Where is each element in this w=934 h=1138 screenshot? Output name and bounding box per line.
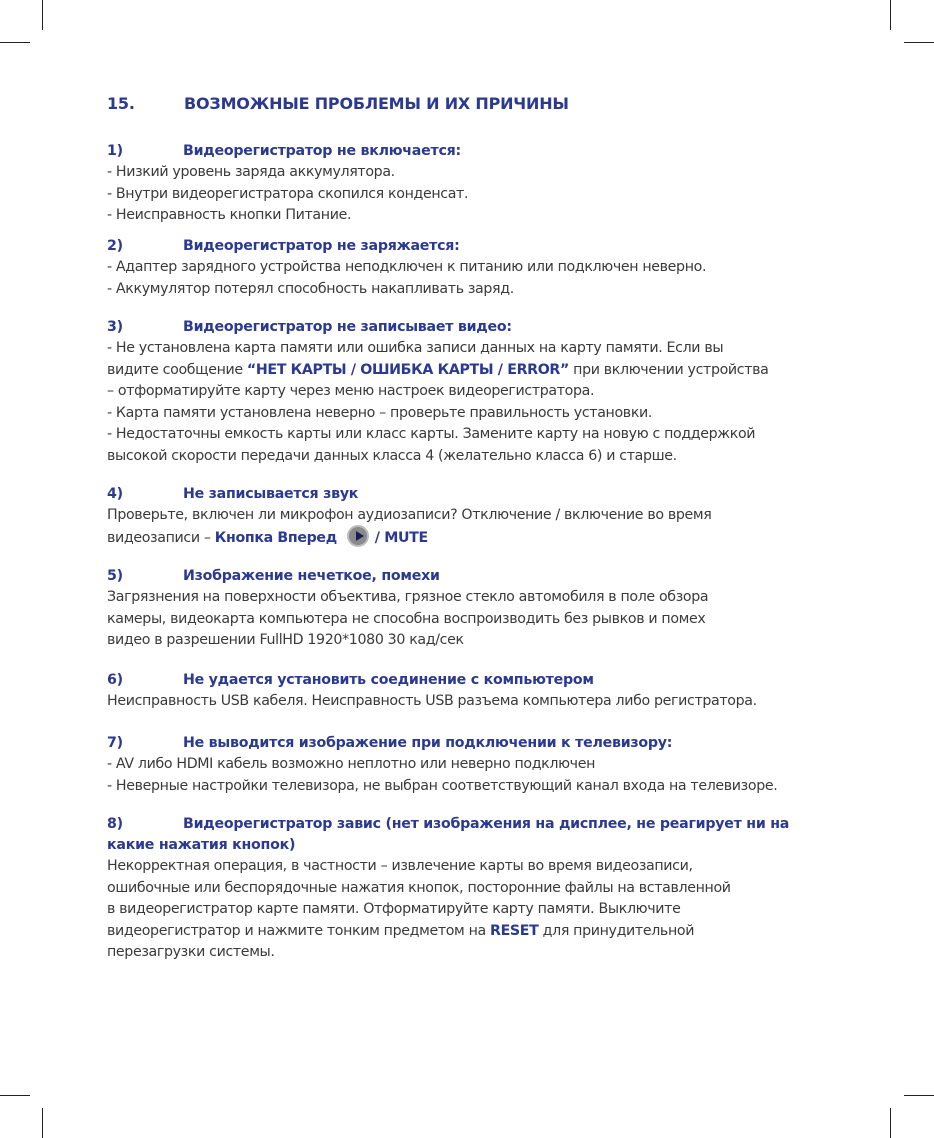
- text-line: Загрязнения на поверхности объектива, грязное стекло автомобиля в поле обзора: [107, 589, 709, 605]
- section-heading: 8) Видеорегистратор завис (нет изображения на дисплее, не реагирует ни на: [107, 816, 790, 832]
- crop-mark: [904, 1095, 934, 1096]
- text-line: видите сообщение “НЕТ КАРТЫ / ОШИБКА КАРТЫ / ERROR” при включении устройства: [107, 361, 769, 378]
- text-line: - Неверные настройки телевизора, не выбран соответствующий канал входа на телевизоре.: [107, 777, 778, 794]
- section-heading: 3) Видеорегистратор не записывает видео:: [107, 319, 512, 335]
- section-heading: 1) Видеорегистратор не включается:: [107, 143, 461, 159]
- crop-mark: [0, 42, 30, 43]
- text-line: в видеорегистратор карте памяти. Отформатируйте карту памяти. Выключите: [107, 901, 681, 917]
- text-line: камеры, видеокарта компьютера не способна воспроизводить без рывков и помех: [107, 610, 706, 627]
- crop-mark: [890, 0, 891, 30]
- section-heading-continued: какие нажатия кнопок): [107, 837, 296, 853]
- text-line: - Низкий уровень заряда аккумулятора.: [107, 164, 395, 180]
- text-line: ошибочные или беспорядочные нажатия кнопок, посторонние файлы на вставленной: [107, 879, 731, 896]
- crop-mark: [42, 1108, 43, 1138]
- text-line: - Недостаточны емкость карты или класс карты. Замените карту на новую с поддержкой: [107, 426, 756, 442]
- section-heading: 2) Видеорегистратор не заряжается:: [107, 238, 460, 254]
- text-line: – отформатируйте карту через меню настроек видеорегистратора.: [107, 383, 595, 399]
- section-heading: 4) Не записывается звук: [107, 486, 359, 502]
- title-text: ВОЗМОЖНЫЕ ПРОБЛЕМЫ И ИХ ПРИЧИНЫ: [184, 94, 569, 113]
- play-forward-icon: [347, 525, 369, 547]
- mute-label: / MUTE: [374, 529, 428, 546]
- forward-button-label: Кнопка Вперед: [214, 529, 337, 546]
- section-heading: 7) Не выводится изображение при подключении к телевизору:: [107, 735, 673, 751]
- section-7: [107, 733, 867, 797]
- text-line: - Не установлена карта памяти или ошибка записи данных на карту памяти. Если вы: [107, 340, 724, 356]
- text-line: Некорректная операция, в частности – извлечение карты во время видеозаписи,: [107, 858, 693, 874]
- text-line: - AV либо HDMI кабель возможно неплотно или неверно подключен: [107, 756, 596, 772]
- error-message: “НЕТ КАРТЫ / ОШИБКА КАРТЫ / ERROR”: [246, 361, 569, 378]
- section-8: [107, 814, 867, 964]
- section-1: [107, 141, 867, 227]
- crop-mark: [890, 1108, 891, 1138]
- section-heading: 6) Не удается установить соединение с компьютером: [107, 672, 594, 688]
- section-2: [107, 236, 867, 300]
- text-line: видеозаписи – Кнопка Вперед / MUTE: [107, 527, 867, 550]
- crop-mark: [0, 1095, 30, 1096]
- text-line: видеорегистратор и нажмите тонким предметом на RESET для принудительной: [107, 922, 695, 939]
- text-line: - Карта памяти установлена неверно – проверьте правильность установки.: [107, 404, 653, 421]
- section-6: [107, 670, 867, 713]
- section-4: [107, 484, 867, 549]
- text-line: Проверьте, включен ли микрофон аудиозаписи? Отключение / включение во время: [107, 507, 712, 523]
- section-3: [107, 317, 867, 467]
- section-heading: 5) Изображение нечеткое, помехи: [107, 568, 440, 584]
- text-line: - Внутри видеорегистратора скопился конденсат.: [107, 185, 469, 202]
- text-line: - Аккумулятор потерял способность накапливать заряд.: [107, 280, 514, 297]
- crop-mark: [904, 42, 934, 43]
- text-line: высокой скорости передачи данных класса 4 (желательно класса 6) и старше.: [107, 447, 677, 464]
- section-5: [107, 566, 867, 652]
- reset-label: RESET: [490, 922, 539, 939]
- text-line: - Адаптер зарядного устройства неподключен к питанию или подключен неверно.: [107, 259, 707, 275]
- text-line: - Неисправность кнопки Питание.: [107, 207, 352, 223]
- text-line: перезагрузки системы.: [107, 944, 275, 960]
- section-number: 15.: [107, 94, 135, 113]
- crop-mark: [42, 0, 43, 30]
- page-title: [107, 94, 569, 113]
- text-line: видео в разрешении FullHD 1920*1080 30 кад/сек: [107, 632, 464, 648]
- text-line: Неисправность USB кабеля. Неисправность USB разъема компьютера либо регистратора.: [107, 693, 757, 709]
